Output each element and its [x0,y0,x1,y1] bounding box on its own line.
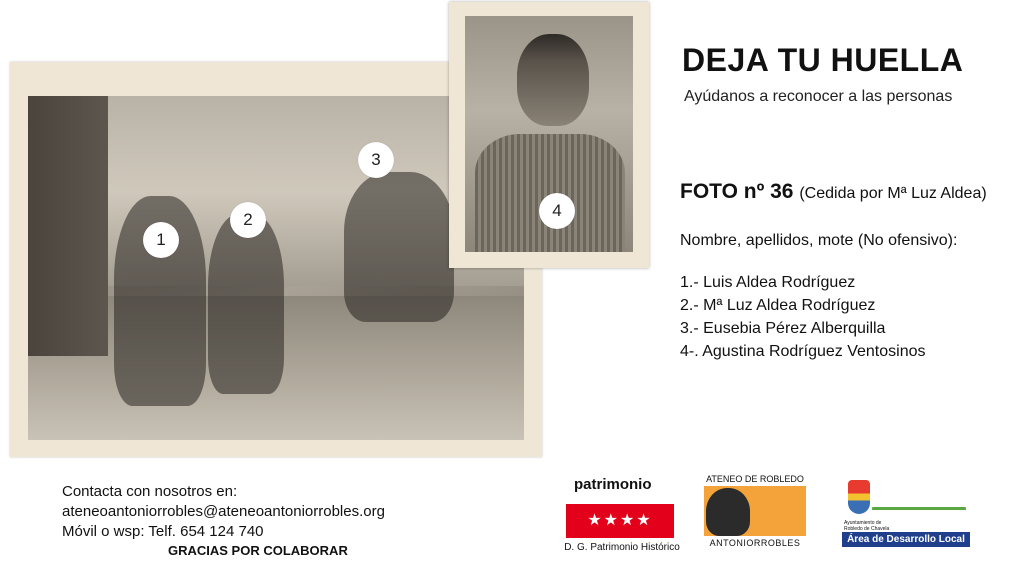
photo-credit: (Cedida por Mª Luz Aldea) [799,185,987,202]
name-item-3: 3.- Eusebia Pérez Alberquilla [680,320,886,337]
ateneo-logo-bottom: ANTONIORROBLES [709,538,801,548]
patrimonio-logo [552,474,692,564]
person-marker-2: 2 [230,202,266,238]
portrait-head [517,34,589,126]
thanks-text: GRACIAS POR COLABORAR [168,543,348,558]
ateneo-logo-top: ATENEO DE ROBLEDO [706,474,804,484]
ayuntamiento-small-text: Ayuntamiento de Robledo de Chavela [844,520,890,532]
patrimonio-word: patrimonio [574,476,652,493]
person-figure-3 [344,172,454,322]
photo-number: FOTO nº 36 [680,180,794,203]
portrait-photo [449,2,649,268]
person-marker-1: 1 [143,222,179,258]
portrait-body [475,134,625,252]
page-title: DEJA TU HUELLA [682,42,964,78]
ateneo-portrait-icon [706,488,750,536]
photo-door [28,96,108,356]
ayuntamiento-logo [842,476,970,550]
patrimonio-caption: D. G. Patrimonio Histórico [564,542,680,553]
ateneo-logo [700,474,810,552]
contact-email[interactable]: ateneoantoniorrobles@ateneoantoniorrobles.org [62,503,385,520]
page-subtitle: Ayúdanos a reconocer a las personas [684,88,953,105]
contact-phone: Móvil o wsp: Telf. 654 124 740 [62,523,264,540]
person-figure-2 [208,214,284,394]
names-list [680,274,926,366]
name-item-1: 1.- Luis Aldea Rodríguez [680,274,856,291]
names-label: Nombre, apellidos, mote (No ofensivo): [680,232,958,249]
ayuntamiento-bar: Área de Desarrollo Local [842,532,970,547]
hills-icon [872,484,966,510]
person-marker-3: 3 [358,142,394,178]
person-marker-4: 4 [539,193,575,229]
contact-block [62,482,385,542]
name-item-2: 2.- Mª Luz Aldea Rodríguez [680,297,876,314]
ateneo-logo-art [704,486,806,536]
name-item-4: 4-. Agustina Rodríguez Ventosinos [680,343,926,360]
coat-of-arms-icon [848,480,870,514]
madrid-flag-icon: ★★★★ [566,504,674,538]
contact-heading: Contacta con nosotros en: [62,483,238,500]
photo-info [680,180,987,204]
